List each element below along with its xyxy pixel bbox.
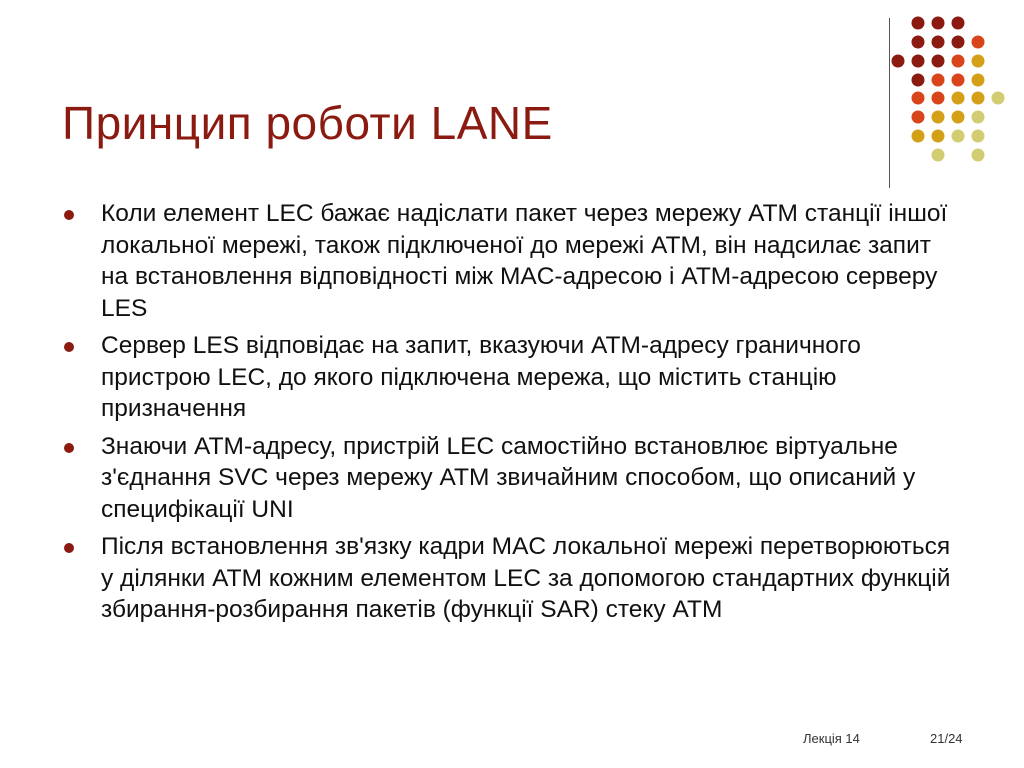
bullet-list [62, 198, 962, 632]
decor-dot [952, 74, 965, 87]
decor-dot [952, 36, 965, 49]
bullet-dot-icon [64, 210, 74, 220]
decor-dot [972, 130, 985, 143]
decor-dot [932, 74, 945, 87]
bullet-text: Після встановлення зв'язку кадри MAC локальної мережі перетворюються у ділянки ATM кожним елементом LEC за допомогою стандартних функцій збирання-розбирання пакетів (функції SAR) стеку ATM [101, 533, 951, 623]
decor-dot [932, 55, 945, 68]
decor-dot [912, 55, 925, 68]
decor-dot [932, 17, 945, 30]
decor-dot [932, 111, 945, 124]
decor-dot [912, 130, 925, 143]
decor-dot [992, 92, 1005, 105]
bullet-dot-icon [64, 443, 74, 453]
decor-dot [952, 111, 965, 124]
decor-dot [952, 17, 965, 30]
slide-title: Принцип роботи LANE [62, 97, 553, 149]
decor-dot [952, 92, 965, 105]
bullet-item [62, 431, 962, 526]
decor-dot [972, 36, 985, 49]
bullet-item [62, 198, 962, 324]
decor-dot [912, 74, 925, 87]
decor-dot [932, 149, 945, 162]
footer-lecture-label: Лекція 14 [803, 731, 860, 746]
decor-dot [972, 55, 985, 68]
decor-dot [972, 74, 985, 87]
decor-dot [892, 55, 905, 68]
decor-dot [932, 92, 945, 105]
decor-dot [932, 130, 945, 143]
decor-dot [912, 111, 925, 124]
bullet-text: Сервер LES відповідає на запит, вказуючи ATM-адресу граничного пристрою LEC, до якого підключена мережа, що містить станцію призначення [101, 332, 861, 422]
decor-dot [912, 92, 925, 105]
decor-dot [952, 130, 965, 143]
decor-dot [952, 55, 965, 68]
bullet-item [62, 330, 962, 425]
decorative-dot-grid [0, 0, 1024, 200]
decor-dot [912, 36, 925, 49]
bullet-dot-icon [64, 543, 74, 553]
bullet-dot-icon [64, 342, 74, 352]
footer-page-number: 21/24 [930, 731, 963, 746]
decor-dot [972, 92, 985, 105]
bullet-text: Коли елемент LEC бажає надіслати пакет через мережу ATM станції іншої локальної мережі, також підключеної до мережі ATM, він надсилає запит на встановлення відповідності між MAC-адресою і ATM-адресою серверу LES [101, 200, 948, 322]
decor-dot [972, 149, 985, 162]
decor-dot [972, 111, 985, 124]
bullet-text: Знаючи ATM-адресу, пристрій LEC самостійно встановлює віртуальне з'єднання SVC через мережу ATM звичайним способом, що описаний у специфікації UNI [101, 432, 916, 523]
decor-dot [912, 17, 925, 30]
bullet-item [62, 531, 962, 626]
decor-dot [932, 36, 945, 49]
